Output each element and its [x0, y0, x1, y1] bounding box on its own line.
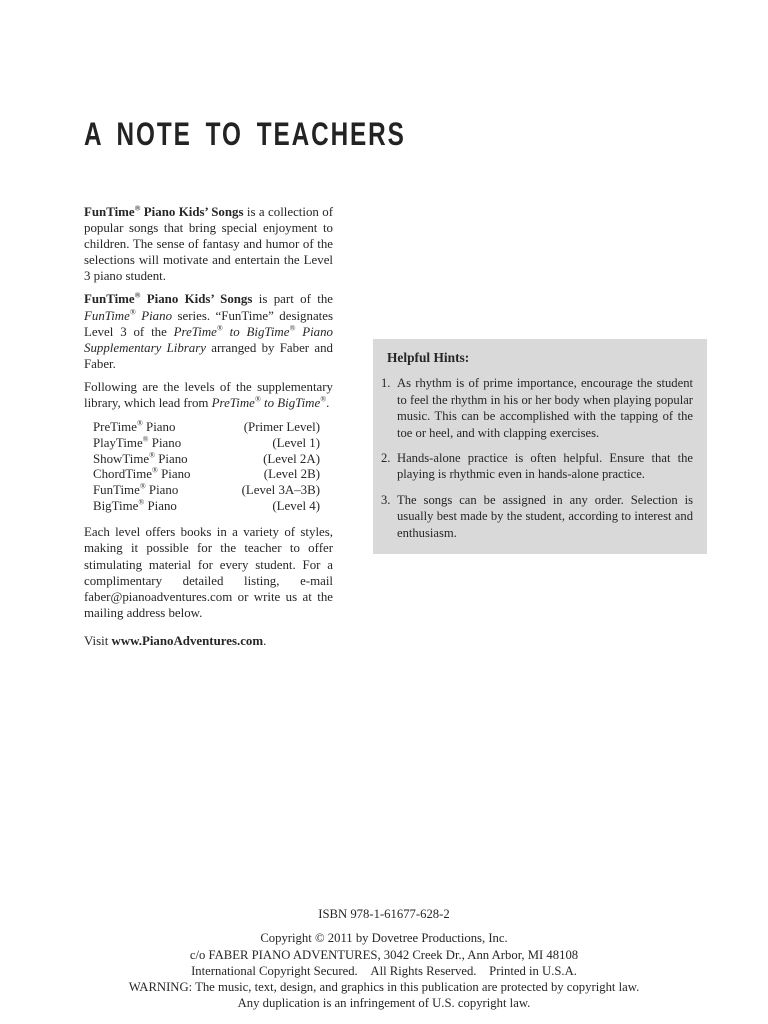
helpful-hints-box — [373, 339, 707, 554]
level-label: (Primer Level) — [243, 420, 320, 435]
intro-paragraph-3: Following are the levels of the supplementary library, which lead from PreTime® to BigTime®. — [84, 379, 333, 411]
level-row — [93, 436, 320, 452]
intro-paragraph-2: FunTime® Piano Kids’ Songs is part of the FunTime® Piano series. “FunTime” designates Level 3 of the PreTime® to BigTime® Piano Supplementary Library arranged by Faber and Faber. — [84, 291, 333, 371]
level-row — [93, 483, 320, 499]
helpful-hints-list — [381, 375, 693, 541]
footer-line: Any duplication is an infringement of U.S. copyright law. — [237, 996, 531, 1011]
level-row — [93, 499, 320, 515]
level-label: (Level 1) — [272, 435, 320, 450]
level-row — [93, 452, 320, 468]
helpful-hints-title: Helpful Hints: — [387, 350, 470, 365]
level-row — [93, 467, 320, 483]
visit-line: Visit www.PianoAdventures.com. — [84, 633, 267, 648]
hint-number: 1. — [381, 376, 391, 391]
hint-text: Hands-alone practice is often helpful. Ensure that the playing is rhythmic even in hands-alone practice. — [397, 451, 693, 482]
footer-lines — [0, 930, 768, 1011]
isbn-line: ISBN 978-1-61677-628-2 — [318, 907, 450, 921]
level-row — [93, 420, 320, 436]
intro-column — [84, 204, 333, 656]
footer-line: Copyright © 2011 by Dovetree Productions, Inc. — [260, 931, 508, 946]
level-label: (Level 4) — [272, 498, 320, 513]
level-label: (Level 2A) — [263, 451, 320, 466]
hint-text: The songs can be assigned in any order. Selection is usually best made by the student, according to interest and enthusiasm. — [397, 492, 693, 540]
level-name: ChordTime® Piano — [93, 465, 191, 482]
level-name: PlayTime® Piano — [93, 434, 182, 450]
level-name: PreTime® Piano — [93, 418, 176, 435]
footer-line: WARNING: The music, text, design, and graphics in this publication are protected by copyright law. — [128, 980, 640, 995]
footer-line: c/o FABER PIANO ADVENTURES, 3042 Creek Dr., Ann Arbor, MI 48108 — [189, 947, 579, 962]
hint-number: 3. — [381, 492, 391, 507]
hint-item — [381, 450, 693, 483]
footer-line: International Copyright Secured. All Rights Reserved. Printed in U.S.A. — [191, 963, 577, 978]
hint-text: As rhythm is of prime importance, encourage the student to feel the rhythm in his or her body when playing popular music. This can be accomplished with the tapping of the toe or heel, and with clapping exercises. — [397, 376, 693, 440]
level-name: FunTime® Piano — [93, 481, 179, 497]
hint-item — [381, 375, 693, 441]
levels-list — [93, 420, 320, 514]
hint-number: 2. — [381, 451, 391, 466]
level-label: (Level 2B) — [263, 467, 320, 482]
intro-paragraph-1: FunTime® Piano Kids’ Songs is a collection of popular songs that bring special enjoyment to children. The sense of fantasy and humor of the selections will motivate and entertain the Level 3 piano student. — [84, 203, 333, 284]
hint-item — [381, 492, 693, 541]
level-name: ShowTime® Piano — [93, 450, 188, 466]
level-label: (Level 3A–3B) — [241, 482, 320, 497]
intro-paragraph-4: Each level offers books in a variety of styles, making it possible for the teacher to offer stimulating material for every student. For a complimentary detailed listing, e-mail faber@pianoadventures.com or write us at the mailing address below. — [84, 525, 333, 620]
level-name: BigTime® Piano — [93, 497, 177, 513]
page-title: A NOTE TO TEACHERS — [84, 116, 406, 152]
footer-copyright — [0, 906, 768, 1012]
